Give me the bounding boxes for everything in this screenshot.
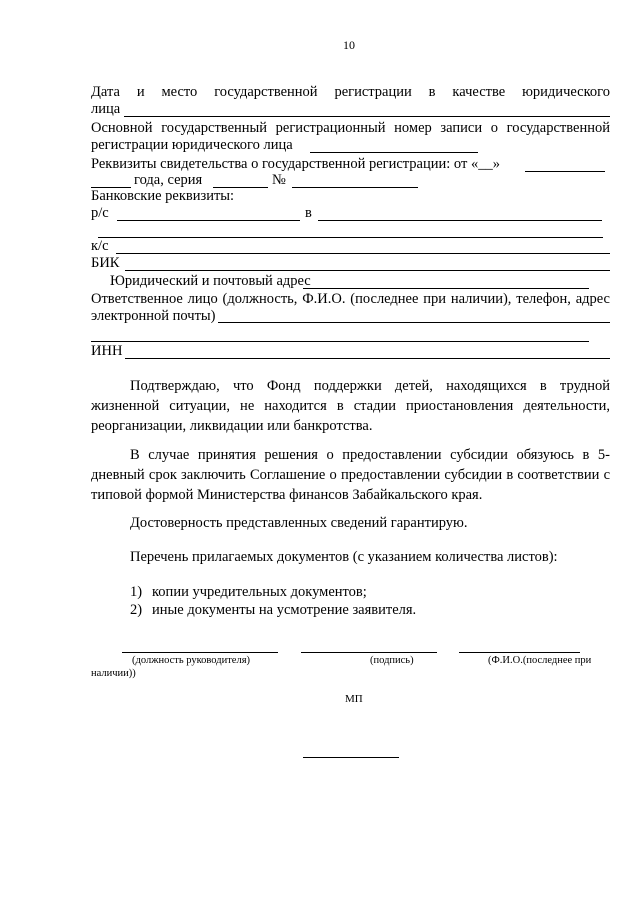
rs-field[interactable]: [117, 220, 300, 221]
cert-number-label: №: [272, 172, 286, 188]
responsible-line-2-label: электронной почты): [91, 308, 216, 324]
signature-caption: (подпись): [370, 655, 414, 666]
document-item-2-number: 2): [130, 602, 143, 618]
bik-field[interactable]: [125, 270, 610, 271]
fio-signature-line[interactable]: [459, 652, 580, 653]
reg-line-2-label: лица: [91, 101, 121, 117]
bank-name-field[interactable]: [318, 220, 602, 221]
ks-field[interactable]: [116, 253, 610, 254]
page-number: 10: [343, 38, 355, 52]
cert-number-field[interactable]: [292, 187, 418, 188]
guarantee-paragraph: Достоверность представленных сведений гарантирую.: [130, 515, 468, 531]
ogrn-line-2-label: регистрации юридического лица: [91, 137, 293, 153]
inn-field[interactable]: [125, 358, 610, 359]
bank-name-field-cont[interactable]: [98, 237, 603, 238]
cert-line-1: Реквизиты свидетельства о государственной регистрации: от «__»: [91, 156, 500, 172]
address-label: Юридический и почтовый адрес: [110, 273, 311, 289]
position-signature-line[interactable]: [122, 652, 278, 653]
ks-label: к/с: [91, 238, 109, 254]
fio-caption-cont: наличии)): [91, 668, 136, 679]
reg-line-1: Дата и место государственной регистрации в качестве юридического: [91, 84, 610, 100]
cert-date-field[interactable]: [525, 171, 605, 172]
bottom-line: [303, 757, 399, 758]
responsible-line-1: Ответственное лицо (должность, Ф.И.О. (последнее при наличии), телефон, адрес: [91, 291, 610, 307]
obligation-paragraph: В случае принятия решения о предоставлении субсидии обязуюсь в 5-дневный срок заключить Соглашение о предоставлении субсидии в соответствии с типовой формой Министерства финансов Забайкальского края.: [91, 447, 610, 503]
bank-in-label: в: [305, 205, 312, 221]
ogrn-line-1: Основной государственный регистрационный номер записи о государственной: [91, 120, 610, 136]
bank-details-title: Банковские реквизиты:: [91, 188, 235, 204]
ogrn-field[interactable]: [310, 152, 478, 153]
stamp-label: МП: [345, 693, 363, 705]
inn-label: ИНН: [91, 343, 123, 359]
rs-label: р/с: [91, 205, 109, 221]
reg-place-field[interactable]: [124, 116, 610, 117]
cert-year-label: года, серия: [134, 172, 203, 188]
document-item-1-number: 1): [130, 584, 143, 600]
documents-list-title: Перечень прилагаемых документов (с указанием количества листов):: [130, 549, 558, 565]
responsible-field-cont[interactable]: [91, 341, 589, 342]
document-item-1-text: копии учредительных документов;: [152, 584, 367, 600]
bik-label: БИК: [91, 255, 120, 271]
fio-caption: (Ф.И.О.(последнее при: [488, 655, 592, 666]
document-item-2-text: иные документы на усмотрение заявителя.: [152, 602, 417, 618]
signature-line[interactable]: [301, 652, 437, 653]
confirm-paragraph: Подтверждаю, что Фонд поддержки детей, находящихся в трудной жизненной ситуации, не находится в стадии приостановления деятельности, реорганизации, ликвидации или банкротства.: [91, 378, 610, 434]
responsible-field[interactable]: [218, 322, 610, 323]
position-caption: (должность руководителя): [132, 655, 251, 666]
address-field[interactable]: [303, 288, 589, 289]
